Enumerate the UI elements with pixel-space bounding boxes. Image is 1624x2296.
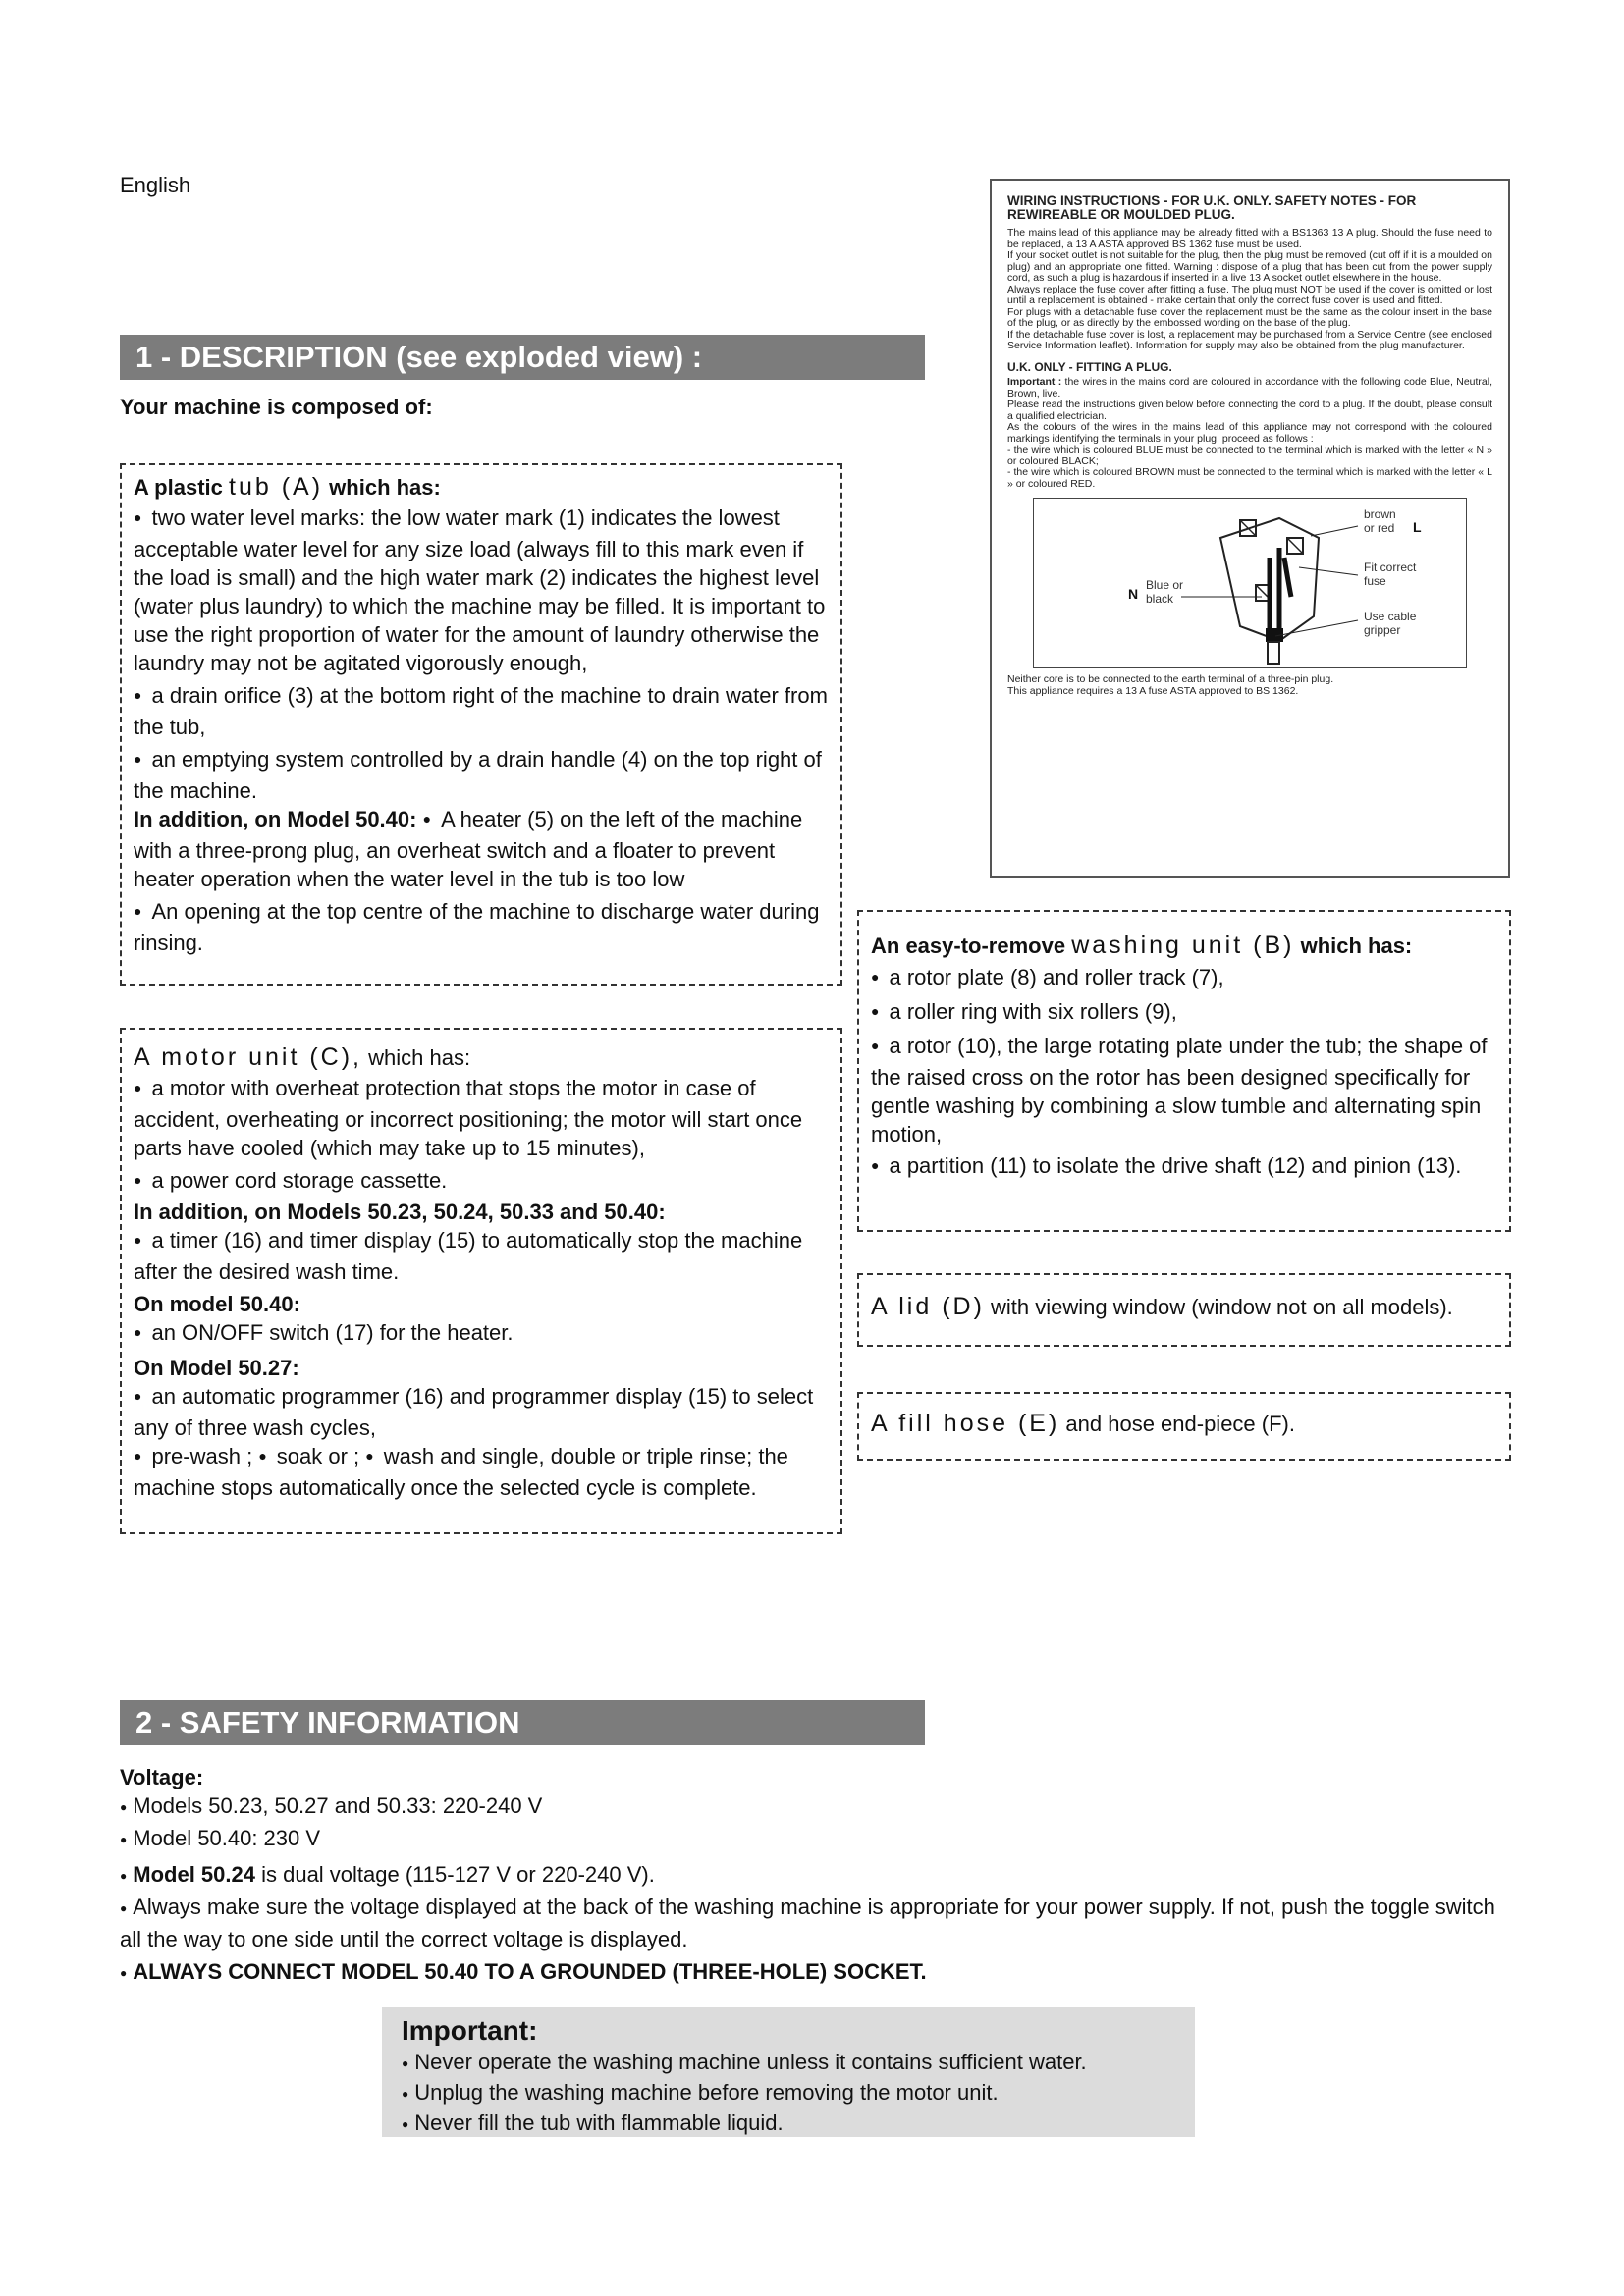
motor-5027-label: On Model 50.27: <box>134 1356 299 1380</box>
label-L: L <box>1413 519 1422 535</box>
important-title: Important: <box>402 2015 538 2046</box>
tub-bullet-1: ● two water level marks: the low water mark (1) indicates the lowest acceptable water level for any size load (always fill to this mark even if the load is small) and the high water mark (2) indicates the highest level (water plus laundry) to which the machine may be filled. It is important to use the right proportion of water for the amount of laundry otherwise the laundry may not be agitated vigorously enough, <box>134 504 829 677</box>
wiring-subtitle: U.K. ONLY - FITTING A PLUG. <box>1007 359 1172 374</box>
washing-bullet-4: ● a partition (11) to isolate the drive shaft (12) and pinion (13). <box>871 1151 1497 1183</box>
fill-hose-box <box>857 1392 1511 1461</box>
washing-bullet-2: ● a roller ring with six rollers (9), <box>871 997 1497 1029</box>
grounded-warning: ● ALWAYS CONNECT MODEL 50.40 TO A GROUNDED (THREE-HOLE) SOCKET. <box>120 1957 1514 1990</box>
always-line: ● Always make sure the voltage displayed at the back of the washing machine is appropriate for your power supply. If not, push the toggle switch all the way to one side until the correct voltage is displayed. <box>120 1893 1514 1953</box>
motor-addition-bullet: ● a timer (16) and timer display (15) to automatically stop the machine after the desired wash time. <box>134 1226 829 1286</box>
voltage-line-2: ● Model 50.40: 230 V <box>120 1824 1514 1856</box>
label-N: N <box>1128 586 1139 602</box>
tub-bullet-2: ● a drain orifice (3) at the bottom right of the machine to drain water from the tub, <box>134 681 829 741</box>
washing-bullet-3: ● a rotor (10), the large rotating plate under the tub; the shape of the raised cross on the rotor has been designed specifically for gentle washing by combining a slow tumble and alternating spin motion, <box>871 1032 1497 1148</box>
wiring-paragraph: If your socket outlet is not suitable for the plug, then the plug must be removed (cut off if it is a moulded on plug) and an appropriate one fitted. Warning : dispose of a plug that has been cut from the power supply cord, as such a plug is hazardous if inserted in a live 13 A socket outlet elsewhere in the house. <box>1007 249 1492 284</box>
important-box <box>382 2007 1195 2137</box>
label-or-red: or red <box>1364 521 1395 535</box>
motor-cycles: ● pre-wash ; ● soak or ; ● wash and single, double or triple rinse; the machine stops automatically once the selected cycle is complete. <box>134 1442 829 1502</box>
wiring-title: WIRING INSTRUCTIONS - FOR U.K. ONLY. SAFETY NOTES - FOR REWIREABLE OR MOULDED PLUG. <box>1007 193 1417 222</box>
label-fuse: fuse <box>1364 574 1386 588</box>
label-blue-or: Blue or <box>1146 578 1184 592</box>
wiring-paragraph: For plugs with a detachable fuse cover the replacement must be the same as the colour insert in the base of the plug, or as directly by the embossed wording on the base of the plug. <box>1007 305 1492 329</box>
motor-bullet-1: ● a motor with overheat protection that stops the motor in case of accident, overheating or incorrect positioning; the motor will start once parts have cooled (which may take up to 15 minutes), <box>134 1074 829 1162</box>
safety-info <box>120 1763 1514 1990</box>
motor-5040-bullet: ● an ON/OFF switch (17) for the heater. <box>134 1318 829 1350</box>
motor-bullet-2: ● a power cord storage cassette. <box>134 1166 829 1198</box>
motor-box-heading: A motor unit (C), which has: <box>134 1043 471 1071</box>
wiring-paragraph: If the detachable fuse cover is lost, a replacement may be purchased from a Service Centre (see enclosed Service Information leaflet). Information for supply may also be obtained from the plug manufacturer. <box>1007 328 1492 351</box>
label-black: black <box>1146 592 1174 606</box>
motor-box <box>120 1028 842 1534</box>
section2-title: 2 - SAFETY INFORMATION <box>120 1700 925 1745</box>
wiring-paragraph2: - the wire which is coloured BLUE must be connected to the terminal which is marked with the letter « N » or coloured BLACK; <box>1007 444 1492 467</box>
plug-illustration <box>1034 499 1466 667</box>
motor-5040-label: On model 50.40: <box>134 1292 300 1316</box>
label-brown: brown <box>1364 507 1396 521</box>
wiring-footer: Neither core is to be connected to the earth terminal of a three-pin plug. <box>1007 673 1334 685</box>
voltage-line-1: ● Models 50.23, 50.27 and 50.33: 220-240 V <box>120 1791 1514 1824</box>
wiring-footer: This appliance requires a 13 A fuse ASTA approved to BS 1362. <box>1007 684 1299 697</box>
language-label: English <box>120 173 191 197</box>
wiring-paragraph: The mains lead of this appliance may be already fitted with a BS1363 13 A plug. Should the fuse need to be replaced, a 13 A ASTA approved BS 1362 fuse must be used. <box>1007 227 1492 250</box>
wiring-paragraph: Always replace the fuse cover after fitting a fuse. The plug must NOT be used if the cover is omitted or lost until a replacement is obtained - make certain that only the correct fuse cover is used and fitted. <box>1007 283 1492 306</box>
wiring-important: Important : the wires in the mains cord are coloured in accordance with the following code Blue, Neutral, Brown, live. <box>1007 376 1493 400</box>
wiring-paragraph2: Please read the instructions given below before connecting the cord to a plug. If the doubt, please consult a qualified electrician. <box>1007 399 1492 422</box>
washing-unit-box <box>857 910 1511 1232</box>
label-gripper: gripper <box>1364 623 1401 637</box>
important-item: ● Never operate the washing machine unless it contains sufficient water. <box>402 2049 1175 2079</box>
motor-addition-label: In addition, on Models 50.23, 50.24, 50.33 and 50.40: <box>134 1200 666 1224</box>
lid-text: A lid (D) with viewing window (window not on all models). <box>871 1293 1453 1320</box>
hose-text: A fill hose (E) and hose end-piece (F). <box>871 1410 1295 1437</box>
label-fit-correct: Fit correct <box>1364 561 1417 574</box>
section1-intro: Your machine is composed of: <box>120 395 433 419</box>
tub-bullet-last: ● An opening at the top centre of the machine to discharge water during rinsing. <box>134 897 829 957</box>
tub-box <box>120 463 842 986</box>
tub-addition: In addition, on Model 50.40: ● A heater (5) on the left of the machine with a three-prong plug, an overheat switch and a floater to prevent heater operation when the water level in the tub is too low <box>134 805 829 893</box>
tub-bullet-3: ● an emptying system controlled by a drain handle (4) on the top right of the machine. <box>134 745 829 805</box>
voltage-label: Voltage: <box>120 1765 204 1789</box>
washing-box-heading: An easy-to-remove washing unit (B) which has: <box>871 932 1413 959</box>
washing-bullet-1: ● a rotor plate (8) and roller track (7), <box>871 963 1497 994</box>
tub-box-heading: A plastic tub (A) which has: <box>134 473 441 501</box>
wiring-paragraph2: As the colours of the wires in the mains lead of this appliance may not correspond with the coloured markings identifying the terminals in your plug, proceed as follows : <box>1007 421 1492 445</box>
lid-box <box>857 1273 1511 1347</box>
label-use-cable: Use cable <box>1364 610 1417 623</box>
model-5024-line: ● Model 50.24 is dual voltage (115-127 V or 220-240 V). <box>120 1860 1514 1893</box>
wiring-paragraph2: - the wire which is coloured BROWN must be connected to the terminal which is marked with the letter « L » or coloured RED. <box>1007 466 1492 490</box>
wiring-instructions-panel <box>990 179 1510 878</box>
motor-5027-bullet: ● an automatic programmer (16) and programmer display (15) to select any of three wash cycles, <box>134 1382 829 1442</box>
plug-diagram <box>1033 498 1467 668</box>
section1-title: 1 - DESCRIPTION (see exploded view) : <box>120 335 925 380</box>
important-item: ● Unplug the washing machine before removing the motor unit. <box>402 2079 1175 2109</box>
important-item: ● Never fill the tub with flammable liquid. <box>402 2109 1175 2140</box>
